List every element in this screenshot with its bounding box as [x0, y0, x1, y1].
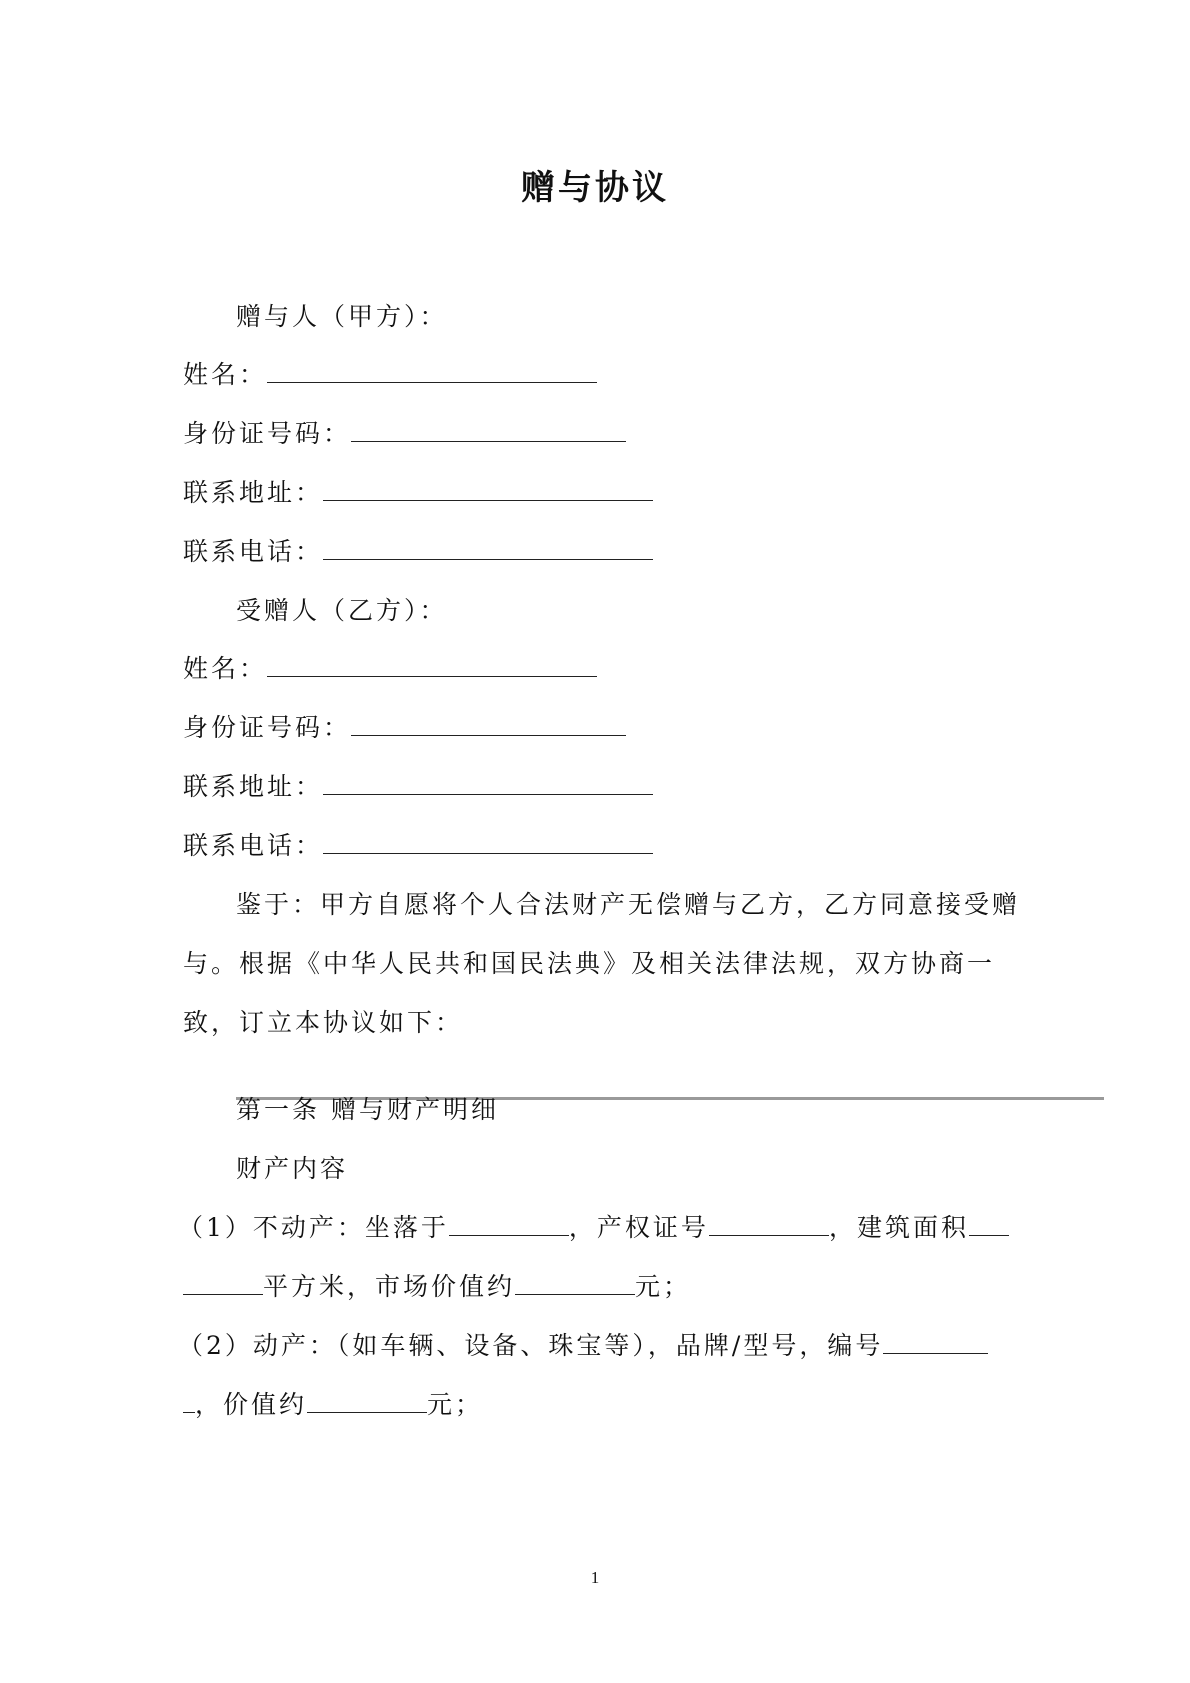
- party-b-address-label: 联系地址：: [183, 772, 324, 801]
- party-a-phone-row: [183, 536, 653, 568]
- item-1-line-1: [178, 1212, 1009, 1244]
- item-2-line-2: [183, 1389, 483, 1421]
- preamble-line-3: 致，订立本协议如下：: [183, 1008, 464, 1037]
- item-2-movable-label: （2）动产：（如车辆、设备、珠宝等），品牌/型号，编号: [178, 1331, 884, 1360]
- party-b-name-row: [183, 653, 597, 685]
- party-a-id-field[interactable]: [351, 419, 626, 442]
- page-number: 1: [590, 1568, 600, 1587]
- party-a-name-field[interactable]: [267, 360, 597, 383]
- item-1-currency: 元；: [635, 1272, 692, 1301]
- party-b-id-row: [183, 712, 626, 744]
- party-b-name-label: 姓名：: [183, 654, 268, 683]
- item-2-currency: 元；: [427, 1390, 484, 1419]
- serial-number-field-start[interactable]: [883, 1331, 988, 1354]
- item-2-value-label: ，价值约: [195, 1390, 308, 1419]
- party-a-phone-label: 联系电话：: [183, 537, 324, 566]
- deed-number-field[interactable]: [709, 1213, 829, 1236]
- article-1-heading: 第一条 赠与财产明细: [236, 1095, 499, 1124]
- item-1-area-label: ，建筑面积: [828, 1213, 969, 1242]
- party-b-address-field[interactable]: [323, 772, 653, 795]
- item-1-line-2: [183, 1271, 691, 1303]
- item-1-real-estate-label: （1）不动产：坐落于: [178, 1213, 449, 1242]
- party-b-name-field[interactable]: [267, 654, 597, 677]
- article-1-subheading: 财产内容: [236, 1154, 349, 1183]
- real-estate-value-field[interactable]: [515, 1272, 635, 1295]
- document-title: 赠与协议: [521, 168, 669, 208]
- party-a-id-label: 身份证号码：: [183, 419, 352, 448]
- area-field-end[interactable]: [183, 1272, 263, 1295]
- preamble-line-1: 鉴于：甲方自愿将个人合法财产无偿赠与乙方，乙方同意接受赠: [236, 890, 1021, 919]
- serial-number-field-end[interactable]: [183, 1390, 195, 1413]
- item-1-deed-label: ，产权证号: [568, 1213, 709, 1242]
- party-b-id-field[interactable]: [351, 713, 626, 736]
- party-a-address-label: 联系地址：: [183, 478, 324, 507]
- party-b-phone-field[interactable]: [323, 831, 653, 854]
- preamble-line-2: 与。根据《中华人民共和国民法典》及相关法律法规，双方协商一: [183, 949, 996, 978]
- party-a-name-label: 姓名：: [183, 360, 268, 389]
- party-b-phone-label: 联系电话：: [183, 831, 324, 860]
- party-a-name-row: [183, 359, 597, 391]
- party-b-address-row: [183, 771, 653, 803]
- item-2-line-1: [178, 1330, 988, 1362]
- area-field-start[interactable]: [969, 1213, 1009, 1236]
- party-a-address-row: [183, 477, 653, 509]
- party-a-address-field[interactable]: [323, 478, 653, 501]
- party-b-heading: 受赠人（乙方）：: [236, 596, 448, 625]
- party-a-heading: 赠与人（甲方）：: [236, 302, 448, 331]
- item-1-value-label: 平方米，市场价值约: [263, 1272, 516, 1301]
- party-b-id-label: 身份证号码：: [183, 713, 352, 742]
- party-a-id-row: [183, 418, 626, 450]
- movable-value-field[interactable]: [307, 1390, 427, 1413]
- party-a-phone-field[interactable]: [323, 537, 653, 560]
- party-b-phone-row: [183, 830, 653, 862]
- real-estate-location-field[interactable]: [449, 1213, 569, 1236]
